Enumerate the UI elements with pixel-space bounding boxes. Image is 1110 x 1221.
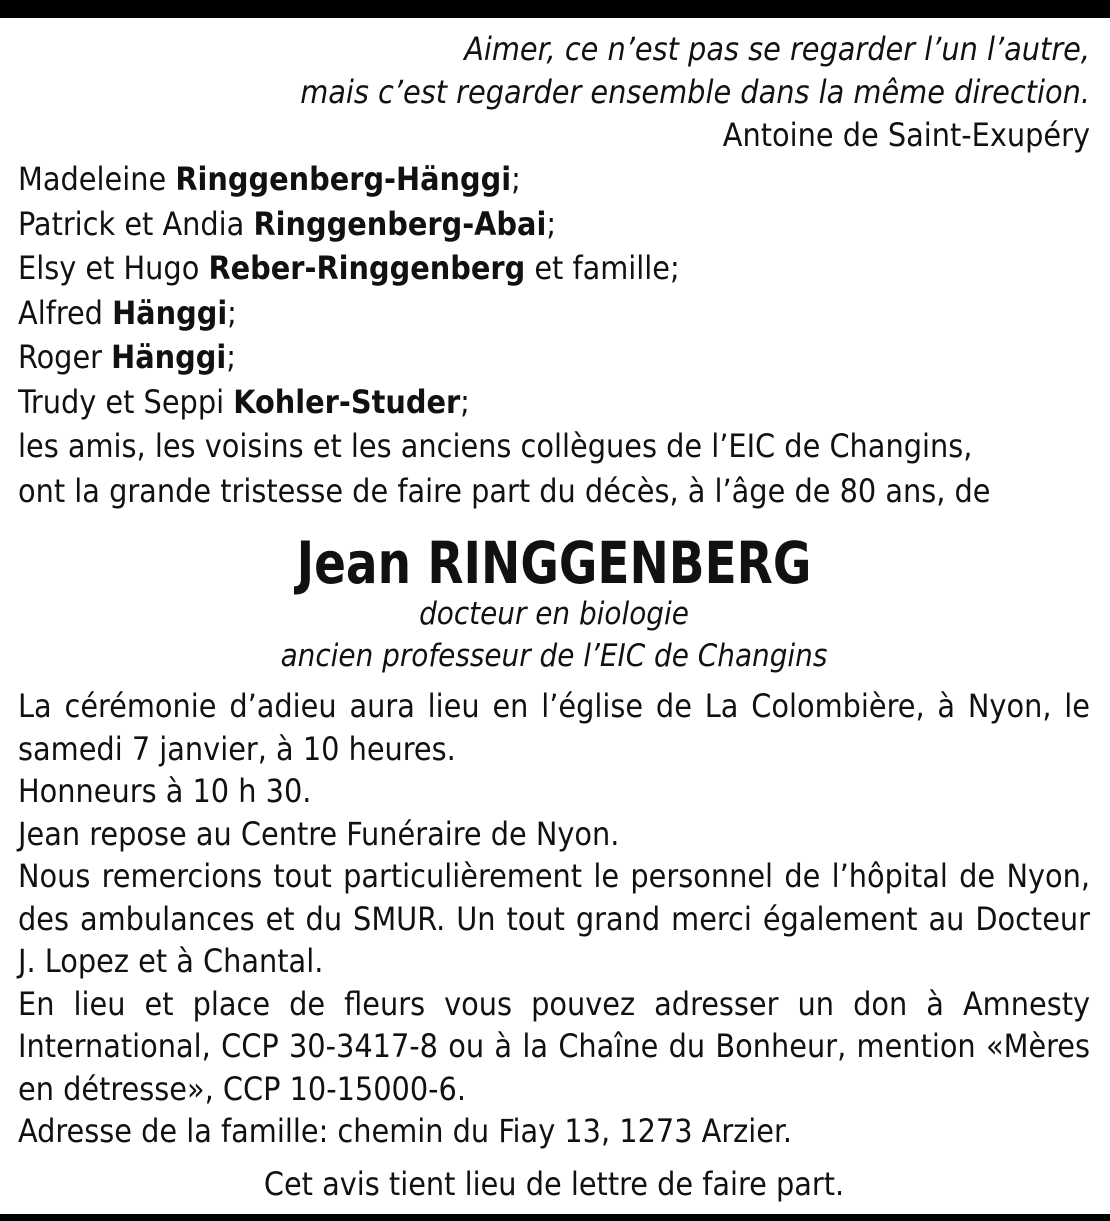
notice-content [18,28,1090,1205]
family-member [18,335,1090,380]
family-surname: Ringgenberg-Hänggi [175,160,512,198]
family-suffix: et famille; [525,249,680,287]
family-member [18,291,1090,336]
family-surname: Reber-Ringgenberg [208,249,526,287]
family-member [18,202,1090,247]
bottom-border-rule [0,1214,1110,1221]
family-suffix: ; [226,338,236,376]
notice-details [18,685,1090,1153]
family-list [18,157,1090,513]
family-first-names: Patrick et Andia [18,204,254,243]
quote-author: Antoine de Saint-Exupéry [722,116,1090,154]
family-surname: Hänggi [111,338,227,376]
honors-info: Honneurs à 10 h 30. [18,772,312,810]
family-surname: Ringgenberg-Abai [253,204,547,243]
family-member [18,380,1090,425]
family-address: Adresse de la famille: chemin du Fiay 13, 1273 Arzier. [18,1112,793,1150]
footer-note: Cet avis tient lieu de lettre de faire part. [263,1164,845,1203]
family-suffix: ; [460,382,470,421]
ceremony-info: La cérémonie d’adieu aura lieu en l’église de La Colombière, à Nyon, le samedi 7 janvier, à 10 heures. [18,687,1090,768]
quote-line-2: mais c’est regarder ensemble dans la même direction. [300,73,1090,111]
family-member [18,246,1090,291]
thanks-paragraph: Nous remercions tout particulièrement le personnel de l’hôpital de Nyon, des ambulances et du SMUR. Un tout grand merci également au Docteur J. Lopez et à Chantal. [18,857,1090,980]
rest-info: Jean repose au Centre Funéraire de Nyon. [18,814,620,853]
deceased-title-2: ancien professeur de l’EIC de Changins [280,638,828,674]
epigraph-quote [18,28,1090,157]
family-first-names: Elsy et Hugo [18,249,209,287]
announcement-line-2: ont la grande tristesse de faire part du décès, à l’âge de 80 ans, de [18,471,991,510]
deceased-name: Jean RINGGENBERG [296,529,812,597]
family-first-names: Madeleine [18,160,176,198]
top-border-rule [0,0,1110,18]
family-surname: Kohler-Studer [233,382,461,421]
family-surname: Hänggi [112,293,228,332]
family-first-names: Alfred [18,293,113,332]
deceased-title-1: docteur en biologie [419,596,689,632]
family-member [18,157,1090,202]
quote-line-1: Aimer, ce n’est pas se regarder l’un l’autre, [464,30,1090,68]
family-first-names: Trudy et Seppi [18,382,234,421]
donation-paragraph: En lieu et place de fleurs vous pouvez adresser un don à Amnesty International, CCP 30-3417-8 ou à la Chaîne du Bonheur, mention «Mères en détresse», CCP 10-15000-6. [18,984,1090,1108]
family-suffix: ; [227,293,237,332]
family-first-names: Roger [18,338,112,376]
family-suffix: ; [511,160,521,198]
announcement-line-1: les amis, les voisins et les anciens collègues de l’EIC de Changins, [18,427,973,465]
family-suffix: ; [546,204,557,243]
